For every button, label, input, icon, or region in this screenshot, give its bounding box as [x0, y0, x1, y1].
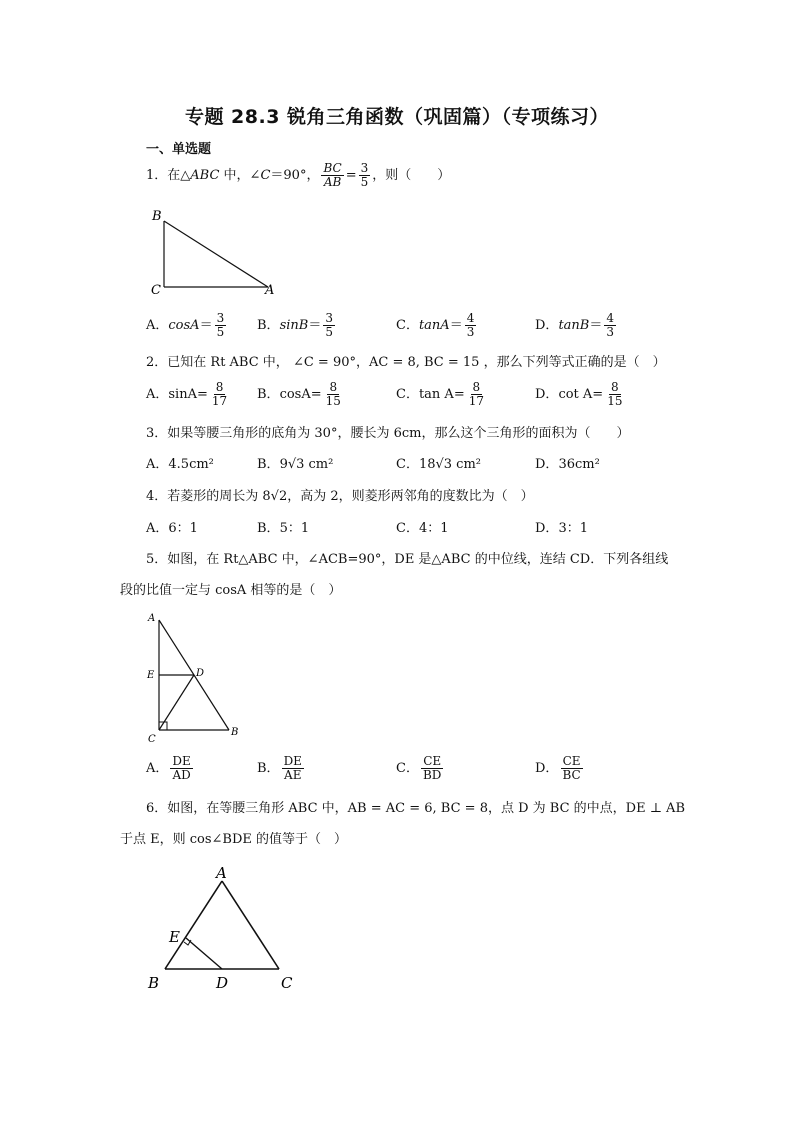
- q5-option-c[interactable]: [396, 755, 445, 782]
- question-1-stem: [146, 162, 450, 189]
- q5-label-b: B: [231, 727, 239, 738]
- option-fraction: [170, 755, 192, 782]
- option-letter: C．: [396, 386, 419, 402]
- frac-num: CE: [423, 754, 442, 768]
- q2-option-a[interactable]: [146, 381, 231, 408]
- q1-prefix: 1．在△: [146, 168, 191, 183]
- frac-num: 4: [466, 311, 475, 325]
- frac-den: 5: [216, 325, 225, 339]
- option-fraction: [604, 312, 616, 339]
- option-letter: D．: [535, 760, 559, 776]
- option-eq: ＝: [308, 317, 322, 333]
- option-letter: D．: [535, 521, 559, 536]
- frac-num: 8: [472, 380, 481, 394]
- option-letter: C．: [396, 457, 419, 472]
- option-func: sinA: [168, 386, 197, 402]
- q5-label-a: A: [148, 613, 156, 624]
- option-letter: A．: [146, 386, 169, 402]
- option-letter: C．: [396, 760, 419, 776]
- option-func: cosA: [279, 386, 311, 402]
- q1-label-c: C: [151, 283, 161, 298]
- option-value: 9√3 cm²: [279, 457, 334, 472]
- q1-option-d[interactable]: [535, 312, 618, 339]
- option-fraction: [323, 312, 335, 339]
- q2-option-c[interactable]: [396, 381, 488, 408]
- q1-option-c[interactable]: [396, 312, 478, 339]
- q6-side-ab: [165, 881, 222, 969]
- option-value: 36cm²: [558, 457, 600, 472]
- q4-option-a[interactable]: [146, 520, 198, 538]
- q1-ratio-fraction: [321, 162, 343, 189]
- q4-option-c[interactable]: [396, 520, 449, 538]
- q5-label-e: E: [147, 670, 155, 681]
- q1-option-a[interactable]: [146, 312, 228, 339]
- option-value: 4.5cm²: [168, 457, 214, 472]
- q1-label-a: A: [265, 283, 275, 298]
- option-eq: =: [196, 386, 208, 402]
- option-eq: ＝: [449, 317, 463, 333]
- option-letter: D．: [535, 317, 559, 333]
- q2-option-b[interactable]: [257, 381, 345, 408]
- q6-label-d: D: [216, 974, 229, 992]
- q6-segment-de: [186, 938, 222, 969]
- option-fraction: [324, 381, 343, 408]
- q5-option-d[interactable]: [535, 755, 585, 782]
- frac-num: CE: [562, 754, 581, 768]
- q1-frac-den: AB: [323, 175, 342, 189]
- q1-options: [146, 312, 666, 344]
- q5-option-a[interactable]: [146, 755, 195, 782]
- q6-label-a: A: [216, 864, 227, 882]
- option-value: 3：1: [558, 521, 588, 536]
- option-letter: A．: [146, 760, 169, 776]
- frac-den: AE: [284, 768, 302, 782]
- q1-angle-c: C: [260, 168, 271, 183]
- q1-val-num: 3: [360, 161, 369, 175]
- option-letter: D．: [535, 386, 559, 402]
- option-eq: =: [453, 386, 465, 402]
- option-letter: D．: [535, 457, 559, 472]
- option-letter: B．: [257, 386, 280, 402]
- q5-option-b[interactable]: [257, 755, 306, 782]
- q1-mid: 中，∠: [219, 168, 261, 183]
- q5-label-d: D: [196, 668, 205, 679]
- option-fraction: [215, 312, 227, 339]
- option-fraction: [560, 755, 582, 782]
- frac-num: 3: [216, 311, 225, 325]
- option-letter: B．: [257, 317, 280, 333]
- q1-val-den: 5: [360, 175, 369, 189]
- option-fraction: [421, 755, 443, 782]
- question-2-stem: 2．已知在 Rt ABC 中， ∠C = 90°，AC = 8, BC = 15 ，那么下列等式正确的是（ ）: [146, 355, 666, 370]
- frac-den: 17: [468, 394, 485, 408]
- option-value: 6：1: [168, 521, 198, 536]
- q1-frac-num: BC: [323, 161, 342, 175]
- question-6-stem-line2: 于点 E，则 cos∠BDE 的值等于（ ）: [120, 832, 348, 847]
- option-fraction: [465, 312, 477, 339]
- frac-num: DE: [283, 754, 302, 768]
- frac-num: 8: [611, 380, 619, 394]
- q6-side-ac: [222, 881, 279, 969]
- frac-num: 4: [606, 311, 614, 325]
- option-eq: ＝: [589, 317, 603, 333]
- q3-option-a[interactable]: [146, 456, 214, 474]
- question-3-stem: 3．如果等腰三角形的底角为 30°，腰长为 6cm，那么这个三角形的面积为（ ）: [146, 426, 630, 441]
- q4-option-b[interactable]: [257, 520, 309, 538]
- q6-label-e: E: [169, 928, 180, 946]
- question-5-stem-line1: 5．如图，在 Rt△ABC 中，∠ACB=90°，DE 是△ABC 的中位线，连结 CD．下列各组线: [146, 552, 669, 567]
- q1-side-ab: [164, 221, 268, 287]
- q3-option-b[interactable]: [257, 456, 333, 474]
- q6-label-b: B: [148, 974, 160, 992]
- frac-den: 15: [607, 394, 623, 408]
- frac-den: 3: [606, 325, 614, 339]
- option-func: tanB: [558, 317, 590, 333]
- option-func: tan A: [418, 386, 454, 402]
- q2-option-d[interactable]: [535, 381, 626, 408]
- q3-option-d[interactable]: [535, 456, 600, 474]
- q1-equals: =: [345, 168, 357, 183]
- option-letter: B．: [257, 760, 280, 776]
- option-eq: ＝: [199, 317, 213, 333]
- question-6-stem-line1: 6．如图，在等腰三角形 ABC 中，AB = AC = 6, BC = 8，点 D 为 BC 的中点，DE ⊥ AB: [146, 801, 685, 816]
- option-fraction: [282, 755, 304, 782]
- frac-den: AD: [172, 768, 191, 782]
- frac-num: DE: [172, 754, 191, 768]
- q1-figure: [148, 205, 280, 300]
- option-eq: =: [592, 386, 604, 402]
- frac-den: 3: [466, 325, 475, 339]
- option-letter: C．: [396, 317, 419, 333]
- frac-den: 15: [325, 394, 341, 408]
- q3-option-c[interactable]: [396, 456, 481, 474]
- option-letter: B．: [257, 457, 280, 472]
- q5-options: [146, 755, 666, 791]
- q1-option-b[interactable]: [257, 312, 337, 339]
- q1-value-fraction: [359, 162, 371, 189]
- frac-den: 17: [211, 394, 228, 408]
- q1-label-b: B: [152, 209, 162, 224]
- page-title: 专题 28.3 锐角三角函数（巩固篇）（专项练习）: [184, 106, 610, 128]
- q4-option-d[interactable]: [535, 520, 588, 538]
- option-func: cosA: [168, 317, 200, 333]
- option-func: sinB: [279, 317, 309, 333]
- q1-suffix: ，则（ ）: [372, 168, 451, 183]
- frac-num: 8: [215, 380, 224, 394]
- option-fraction: [467, 381, 486, 408]
- option-letter: B．: [257, 521, 280, 536]
- frac-den: 5: [325, 325, 333, 339]
- option-fraction: [605, 381, 624, 408]
- option-letter: A．: [146, 457, 169, 472]
- q1-eq: ＝90°，: [270, 168, 320, 183]
- q5-label-c: C: [148, 734, 156, 745]
- option-func: tanA: [418, 317, 450, 333]
- option-value: 18√3 cm²: [418, 457, 482, 472]
- q2-options: [146, 381, 666, 415]
- option-value: 4：1: [418, 521, 449, 536]
- frac-num: 3: [325, 311, 333, 325]
- frac-num: 8: [329, 380, 338, 394]
- section-heading: 一、单选题: [146, 142, 212, 157]
- frac-den: BD: [422, 768, 442, 782]
- q3-options: [146, 456, 666, 476]
- frac-den: BC: [562, 768, 581, 782]
- option-func: cot A: [558, 386, 593, 402]
- q6-figure: [140, 862, 305, 997]
- option-fraction: [210, 381, 229, 408]
- option-letter: A．: [146, 317, 169, 333]
- q5-figure: [142, 608, 247, 748]
- q4-options: [146, 520, 666, 540]
- q1-triangle-name: ABC: [190, 168, 220, 183]
- option-eq: =: [310, 386, 322, 402]
- option-value: 5：1: [279, 521, 310, 536]
- q6-label-c: C: [281, 974, 293, 992]
- option-letter: C．: [396, 521, 419, 536]
- option-letter: A．: [146, 521, 169, 536]
- question-5-stem-line2: 段的比值一定与 cosA 相等的是（ ）: [120, 583, 342, 598]
- question-4-stem: 4．若菱形的周长为 8√2，高为 2，则菱形两邻角的度数比为（ ）: [146, 489, 534, 504]
